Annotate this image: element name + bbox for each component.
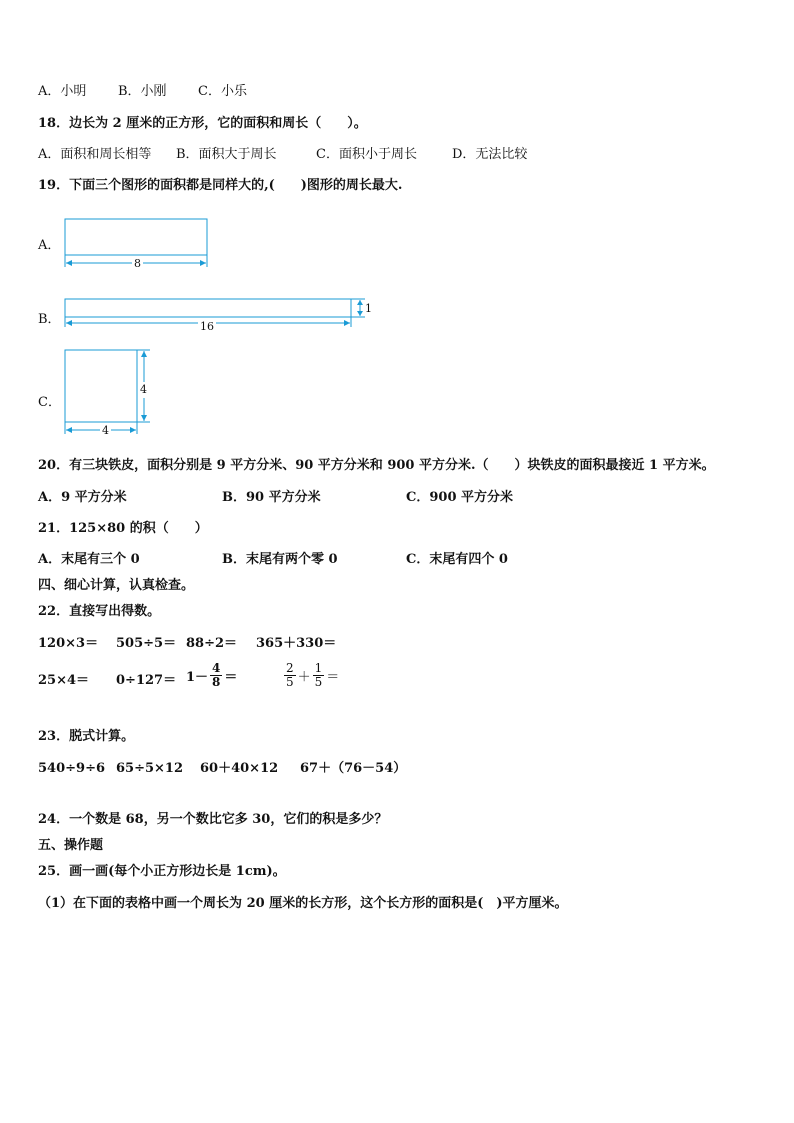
q19-label-c: C． xyxy=(38,395,61,410)
q18-option-c: C．面积小于周长 xyxy=(316,147,417,162)
q17-option-c: C．小乐 xyxy=(198,84,247,99)
figure-c-width-label: 4 xyxy=(102,424,109,437)
q18-option-d: D．无法比较 xyxy=(452,147,528,162)
figure-a-width-label: 8 xyxy=(134,257,141,270)
q25-sub1: （1）在下面的表格中画一个周长为 20 厘米的长方形，这个长方形的面积是( )平方厘米。 xyxy=(38,896,568,911)
q22-expr-6: 0÷127＝ xyxy=(116,673,177,688)
f2-denominator-2: 5 xyxy=(314,675,323,689)
q18-stem: 18．边长为 2 厘米的正方形，它的面积和周长（ ）。 xyxy=(38,116,367,131)
q20-option-a: A．9 平方分米 xyxy=(38,490,127,505)
q20-option-b: B．90 平方分米 xyxy=(222,490,321,505)
q23-expr-3: 60＋40×12 xyxy=(200,761,279,776)
figure-c-height-label: 4 xyxy=(140,383,147,396)
fraction-2-5 xyxy=(284,662,296,689)
q22-expr-3: 88÷2＝ xyxy=(186,636,238,651)
q22-fraction-expr-2 xyxy=(282,662,339,689)
q20-stem: 20．有三块铁皮，面积分别是 9 平方分米、90 平方分米和 900 平方分米.（ ）块铁皮的面积最接近 1 平方米。 xyxy=(38,458,715,473)
figure-b-height-label: 1 xyxy=(365,302,372,315)
section-4-heading: 四、细心计算，认真检查。 xyxy=(38,578,195,593)
q22-fraction-expr-1 xyxy=(186,662,237,689)
q19-label-a: A． xyxy=(38,238,61,253)
q23-expr-1: 540÷9÷6 xyxy=(38,761,106,776)
fraction-4-8 xyxy=(210,662,222,689)
q17-option-a: A．小明 xyxy=(38,84,87,99)
q21-option-b: B．末尾有两个零 0 xyxy=(222,552,338,567)
figure-b-rectangle xyxy=(60,295,380,335)
q23-expr-4: 67＋（76－54） xyxy=(300,761,407,776)
f1-numerator: 4 xyxy=(212,661,221,675)
q21-option-c: C．末尾有四个 0 xyxy=(406,552,508,567)
q21-stem: 21．125×80 的积（ ） xyxy=(38,521,208,536)
q21-option-a: A．末尾有三个 0 xyxy=(38,552,140,567)
figure-b-width-label: 16 xyxy=(200,320,214,333)
q22-expr-1: 120×3＝ xyxy=(38,636,99,651)
f1-suffix: ＝ xyxy=(224,670,238,685)
f2-suffix: ＝ xyxy=(326,670,340,685)
q22-expr-4: 365＋330＝ xyxy=(256,636,337,651)
q22-expr-2: 505÷5＝ xyxy=(116,636,177,651)
q25-stem: 25．画一画(每个小正方形边长是 1cm)。 xyxy=(38,864,286,879)
f2-numerator-2: 1 xyxy=(314,661,323,675)
fraction-1-5 xyxy=(313,662,325,689)
f1-prefix: 1－ xyxy=(186,670,209,685)
f1-denominator: 8 xyxy=(212,675,221,689)
q22-expr-5: 25×4＝ xyxy=(38,673,90,688)
f2-operator: ＋ xyxy=(297,670,311,685)
f2-numerator-1: 2 xyxy=(286,661,294,675)
q22-stem: 22．直接写出得数。 xyxy=(38,604,161,619)
section-5-heading: 五、操作题 xyxy=(38,838,104,853)
q20-option-c: C．900 平方分米 xyxy=(406,490,514,505)
q24-stem: 24．一个数是 68，另一个数比它多 30，它们的积是多少？ xyxy=(38,812,388,827)
q18-option-a: A．面积和周长相等 xyxy=(38,147,152,162)
q23-expr-2: 65÷5×12 xyxy=(116,761,184,776)
q19-stem: 19．下面三个图形的面积都是同样大的,( )图形的周长最大. xyxy=(38,178,403,193)
f2-denominator-1: 5 xyxy=(286,675,294,689)
q17-option-b: B．小刚 xyxy=(118,84,167,99)
q19-label-b: B． xyxy=(38,312,61,327)
q23-stem: 23．脱式计算。 xyxy=(38,729,135,744)
q18-option-b: B．面积大于周长 xyxy=(176,147,277,162)
